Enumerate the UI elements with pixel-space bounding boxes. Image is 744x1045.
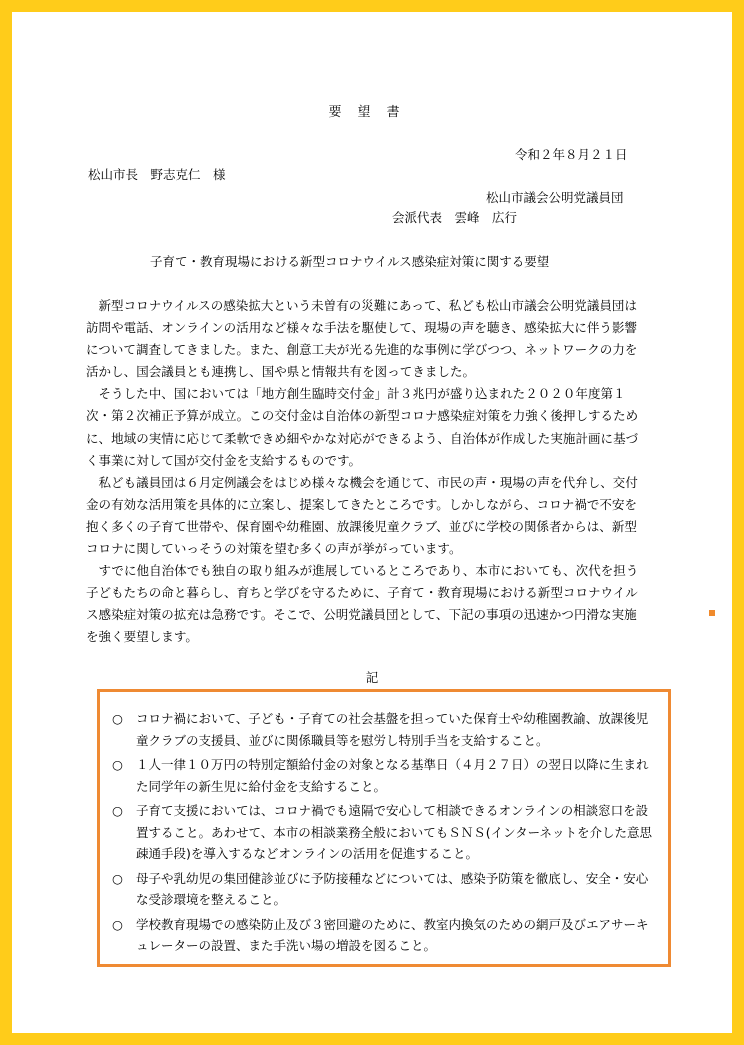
document-title: 要望書 [328, 105, 416, 120]
subject-line: 子育て・教育現場における新型コロナウイルス感染症対策に関する要望 [150, 254, 550, 269]
request-item [112, 754, 652, 797]
body-paragraph: そうした中、国においては「地方創生臨時交付金」計３兆円が盛り込まれた２０２０年度第１次・第２次補正予算が成立。この交付金は自治体の新型コロナ感染症対策を力強く後押しするために、地域の実情に応じて柔軟できめ細やかな対応ができるよう、自治体が作成した実施計画に基づく事業に対して国が交付金を支給するものです。 [86, 386, 639, 468]
circle-bullet-icon: ○ [112, 916, 123, 932]
circle-bullet-icon: ○ [112, 870, 123, 886]
request-list [112, 708, 652, 960]
orange-marker [709, 610, 715, 616]
addressee: 松山市長 野志克仁 様 [88, 167, 226, 182]
date: 令和２年８月２１日 [515, 147, 628, 162]
request-item [112, 708, 652, 751]
request-item-text: １人一律１０万円の特別定額給付金の対象となる基準日（４月２７日）の翌日以降に生まれた同学年の新生児に給付金を支給すること。 [136, 757, 649, 794]
body-paragraph: 新型コロナウイルスの感染拡大という未曽有の災難にあって、私ども松山市議会公明党議員団は訪問や電話、オンラインの活用など様々な手法を駆使して、現場の声を聴き、感染拡大に伴う影響について調査してきました。また、創意工夫が光る先進的な事例に学びつつ、ネットワークの力を活かし、国会議員とも連携し、国や県と情報共有を図ってきました。 [86, 298, 638, 380]
request-item-text: コロナ禍において、子ども・子育ての社会基盤を担っていた保育士や幼稚園教諭、放課後児童クラブの支援員、並びに関係職員等を慰労し特別手当を支給すること。 [136, 711, 649, 748]
request-item-text: 子育て支援においては、コロナ禍でも遠隔で安心して相談できるオンラインの相談窓口を設置すること。あわせて、本市の相談業務全般においてもＳＮＳ(インターネットを介した意思疎通手段)を導入するなどオンラインの活用を促進すること。 [136, 803, 653, 861]
request-item [112, 914, 652, 957]
body-paragraph: すでに他自治体でも独自の取り組みが進展しているところであり、本市においても、次代を担う子どもたちの命と暮らし、育ちと学びを守るために、子育て・教育現場における新型コロナウイルス感染症対策の拡充は急務です。そこで、公明党議員団として、下記の事項の迅速かつ円滑な実施を強く要望します。 [86, 563, 639, 645]
sender-org: 松山市議会公明党議員団 [486, 190, 624, 205]
request-item [112, 800, 652, 865]
circle-bullet-icon: ○ [112, 757, 123, 772]
sender-representative: 会派代表 雲峰 広行 [392, 210, 518, 225]
circle-bullet-icon: ○ [112, 803, 123, 818]
body-text [86, 295, 649, 649]
ki-heading: 記 [365, 670, 379, 685]
request-item [112, 868, 652, 911]
circle-bullet-icon: ○ [112, 711, 123, 726]
body-paragraph: 私ども議員団は６月定例議会をはじめ様々な機会を通じて、市民の声・現場の声を代弁し、交付金の有効な活用策を具体的に立案し、提案してきたところです。しかしながら、コロナ禍で不安を抱く多くの子育て世帯や、保育園や幼稚園、放課後児童クラブ、並びに学校の関係者からは、新型コロナに関していっそうの対策を望む多くの声が挙がっています。 [86, 474, 638, 557]
request-item-text: 学校教育現場での感染防止及び３密回避のために、教室内換気のための網戸及びエアサーキュレーターの設置、また手洗い場の増設を図ること。 [136, 916, 649, 953]
request-item-text: 母子や乳幼児の集団健診並びに予防接種などについては、感染予防策を徹底し、安全・安心な受診環境を整えること。 [136, 870, 649, 907]
